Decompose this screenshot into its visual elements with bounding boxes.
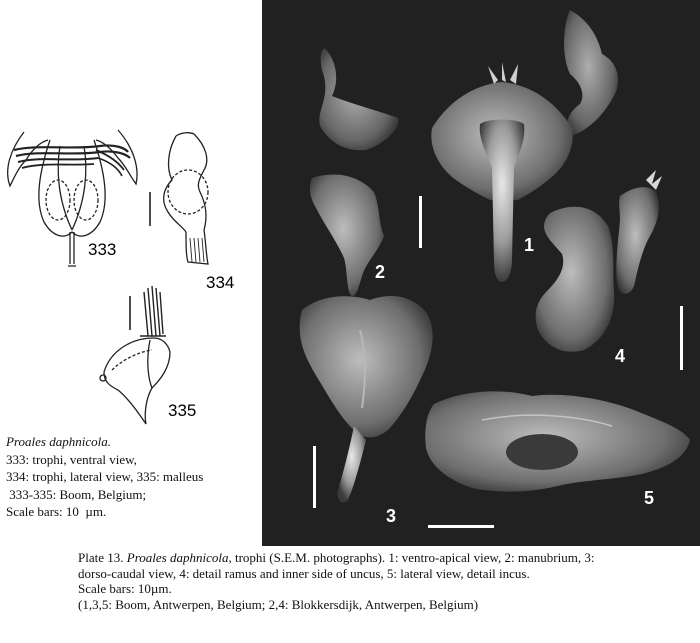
plate-caption-line-2: dorso-caudal view, 4: detail ramus and inner side of uncus, 5: lateral view, detail incus.	[78, 565, 530, 581]
plate-caption-line-1	[78, 550, 698, 566]
caption-line: 333: trophi, ventral view,	[6, 451, 137, 467]
sem-figure-number-5: 5	[644, 488, 655, 508]
plate-label: Plate 13.	[78, 550, 127, 565]
drawing-334	[164, 133, 208, 264]
sem-figure-number-3: 3	[386, 506, 397, 526]
sem-figure-number-1: 1	[524, 235, 535, 255]
plate-species-name: Proales daphnicola	[126, 550, 229, 565]
plate-caption-text: , trophi (S.E.M. photographs). 1: ventro-apical view, 2: manubrium, 3:	[228, 550, 595, 565]
plate-caption-line-4: (1,3,5: Boom, Antwerpen, Belgium; 2,4: Blokkersdijk, Antwerpen, Belgium)	[78, 596, 479, 612]
scale-bar-fig2	[419, 196, 422, 248]
scale-bar-fig4	[680, 306, 683, 370]
figure-number-335: 335	[168, 401, 197, 420]
species-name: Proales daphnicola.	[6, 434, 111, 449]
sem-figure-number-4: 4	[615, 346, 626, 366]
line-drawings	[0, 0, 262, 430]
figure-caption-333-335	[6, 433, 256, 521]
figure-number-333: 333	[88, 240, 117, 259]
sem-figure-number-2: 2	[375, 262, 386, 282]
plate-caption	[78, 550, 698, 612]
caption-line: 333-335: Boom, Belgium;	[6, 486, 147, 502]
sem-photographs	[262, 0, 700, 546]
drawing-335	[100, 286, 170, 424]
scale-bar-fig3	[313, 446, 316, 508]
caption-line: 334: trophi, lateral view, 335: malleus	[6, 469, 204, 484]
trophi-drawings	[0, 0, 262, 430]
caption-line: Scale bars: 10 µm.	[6, 504, 107, 519]
drawing-333	[8, 130, 137, 266]
figure-number-334: 334	[206, 273, 235, 292]
sem-photograph-panel	[262, 0, 700, 546]
scale-bar-fig5	[428, 525, 494, 528]
plate-caption-line-3: Scale bars: 10µm.	[78, 581, 172, 596]
